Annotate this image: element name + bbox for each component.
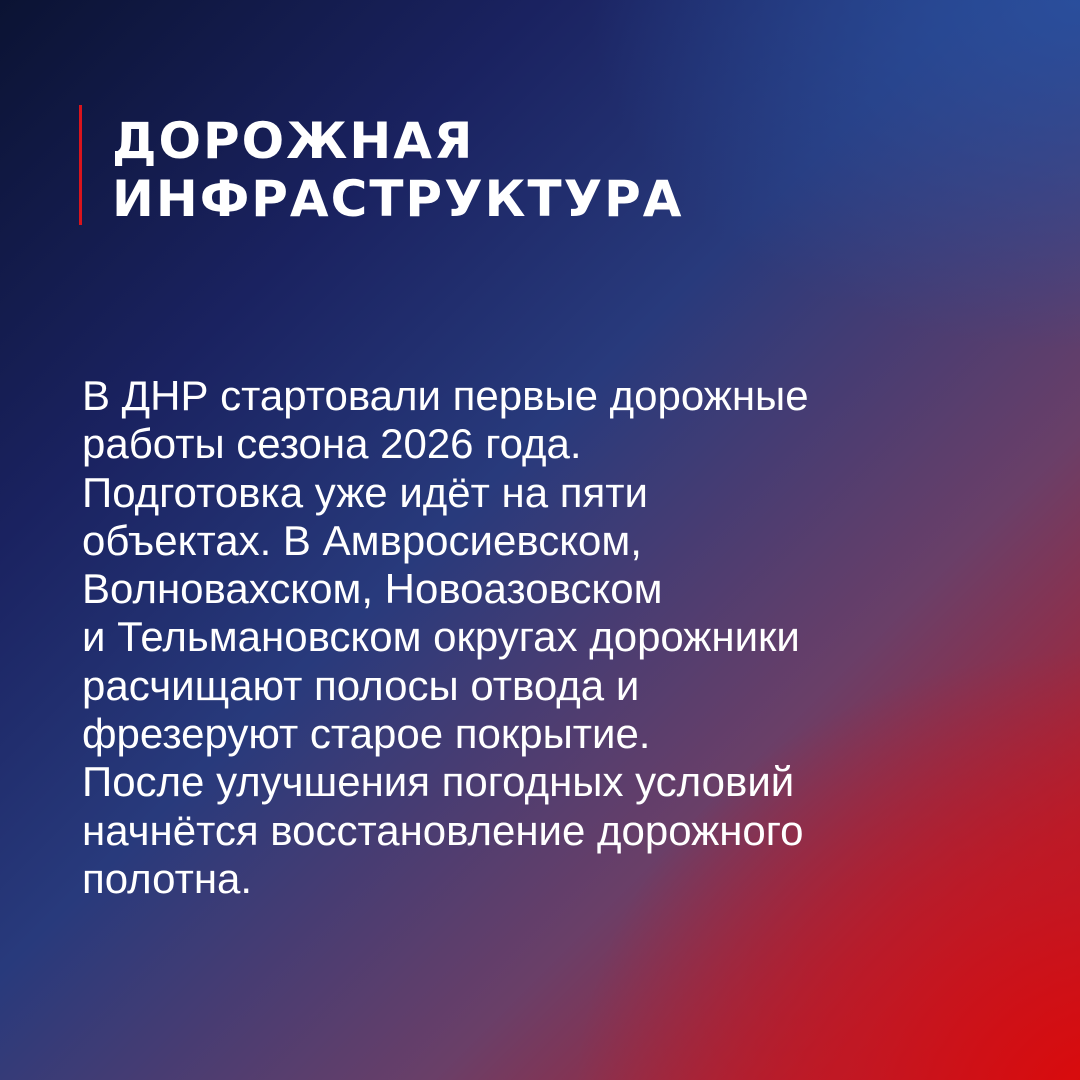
body-line: объектах. В Амвросиевском, — [82, 516, 642, 564]
body-line: фрезеруют старое покрытие. — [82, 710, 651, 758]
body-line: начнётся восстановление дорожного — [82, 806, 804, 854]
body-line: В ДНР стартовали первые дорожные — [82, 372, 809, 419]
body-line: полотна. — [82, 854, 253, 902]
body-text — [82, 372, 1022, 903]
body-line: После улучшения погодных условий — [82, 758, 795, 806]
body-line: расчищают полосы отвода и — [82, 661, 640, 709]
body-line: и Тельмановском округах дорожники — [82, 613, 800, 661]
headline — [112, 112, 683, 228]
body-line: работы сезона 2026 года. — [82, 420, 582, 468]
body-line: Волновахском, Новоазовском — [82, 565, 663, 613]
headline-line-2: ИНФРАСТРУКТУРА — [112, 170, 684, 228]
body-line: Подготовка уже идёт на пяти — [82, 468, 648, 516]
accent-bar — [79, 105, 82, 225]
headline-line-1: ДОРОЖНАЯ — [112, 112, 475, 170]
